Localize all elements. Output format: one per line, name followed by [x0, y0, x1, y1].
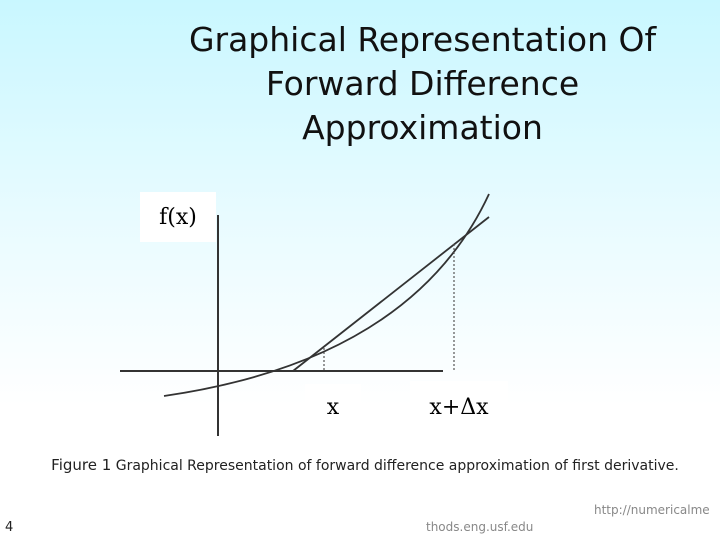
caption-prefix: Figure 1 [51, 456, 112, 474]
x-plus-delta-x-label: x+Δx [410, 381, 508, 433]
slide-title-line-2: Forward Difference [265, 64, 580, 103]
figure-caption [0, 456, 720, 474]
slide-title-line-3: Approximation [302, 108, 543, 147]
footer-url-part-2: thods.eng.usf.edu [426, 520, 534, 534]
y-axis-label: f(x) [140, 192, 216, 242]
x-point-label: x [305, 384, 361, 430]
slide-number: 4 [5, 520, 14, 535]
secant-line [293, 217, 489, 371]
slide-title-line-1: Graphical Representation Of [188, 20, 657, 59]
caption-text: Graphical Representation of forward difference approximation of first derivative. [111, 458, 679, 474]
footer-url-part-1: http://numericalme [594, 503, 710, 517]
